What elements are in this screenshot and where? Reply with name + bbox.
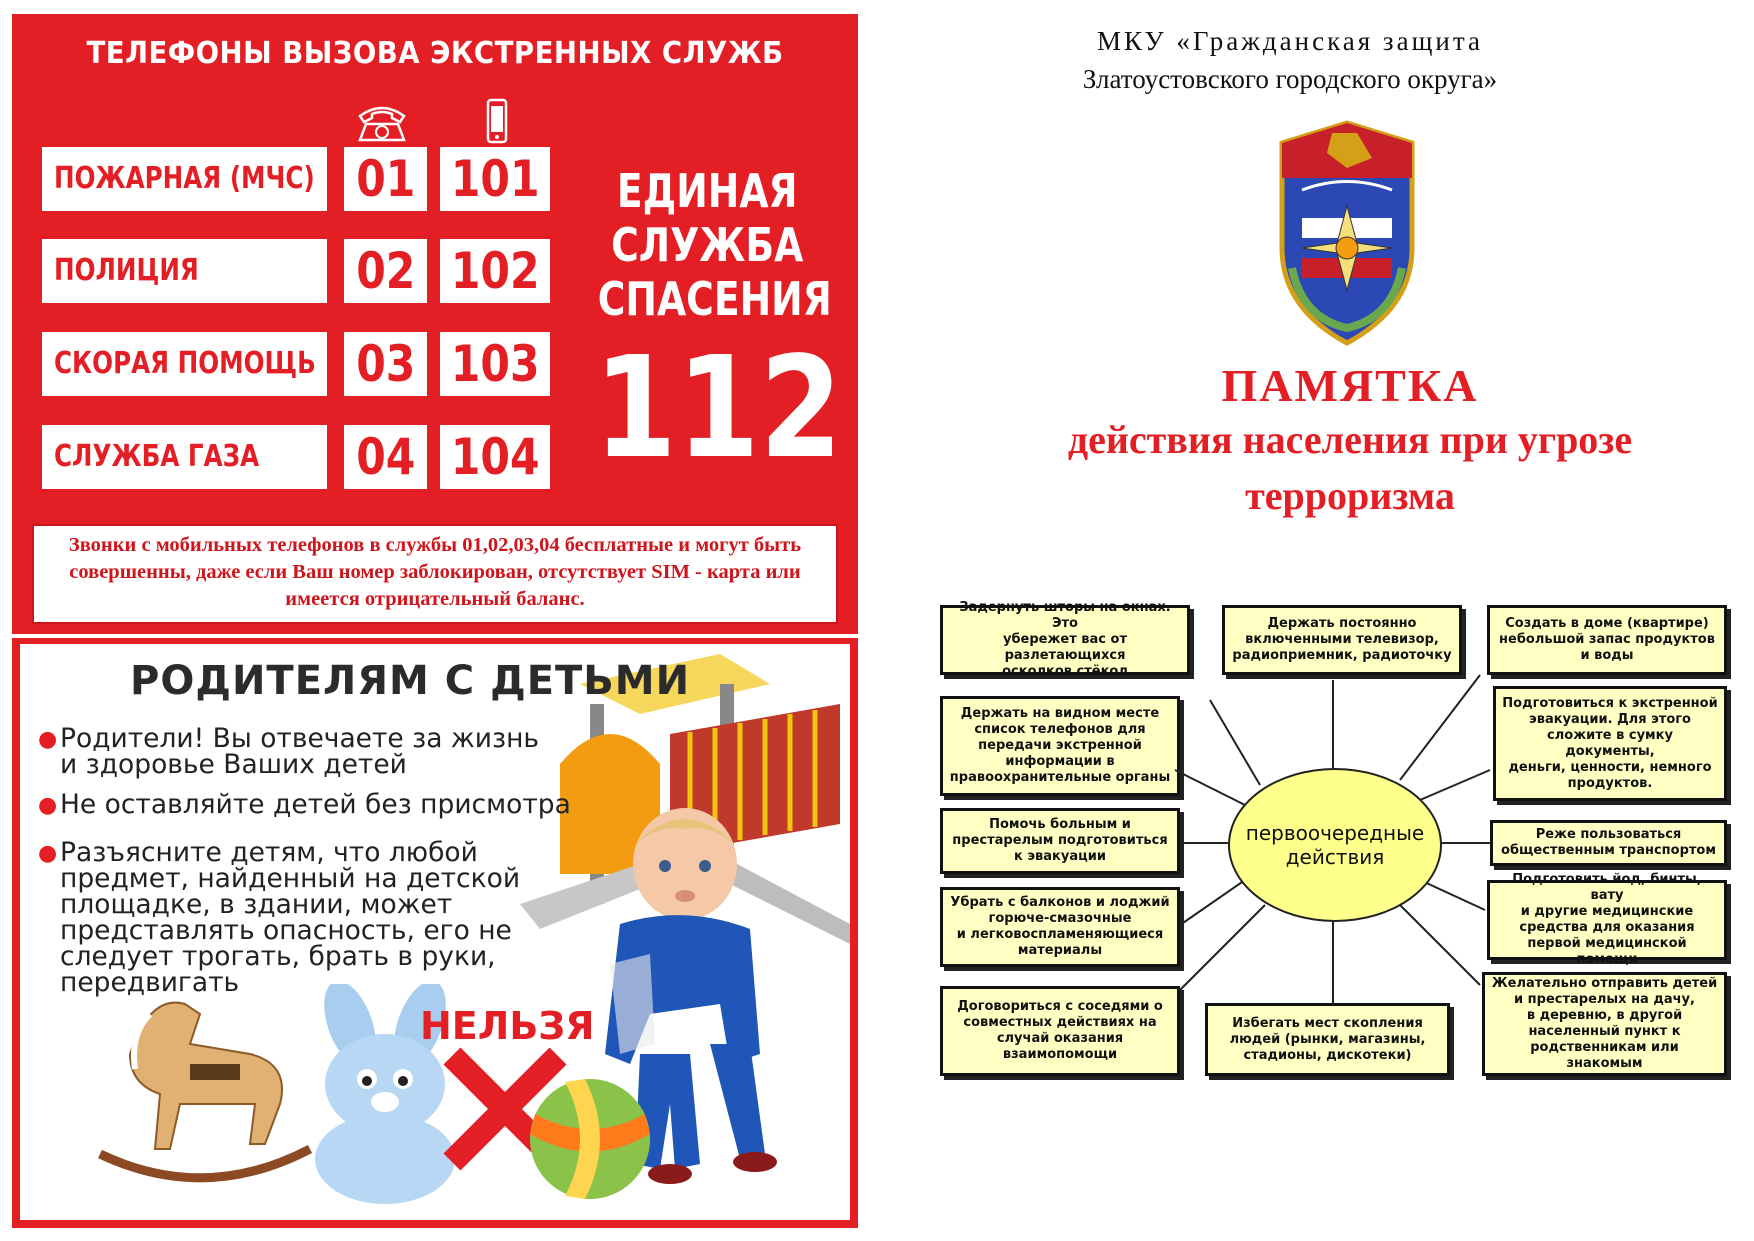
unified-number-112: 112 — [593, 327, 843, 490]
parents-title: РОДИТЕЛЯМ С ДЕТЬМИ — [130, 658, 691, 704]
ball-illustration — [525, 1074, 655, 1204]
rotary-phone-icon — [354, 102, 410, 142]
action-box-first-aid: Подготовить йод, бинты, вату и другие медицинские средства для оказания первой медицинской помощи — [1487, 880, 1727, 960]
police-short-number: 02 — [344, 239, 427, 303]
parents-panel-content — [20, 644, 850, 1220]
action-box-neighbors: Договориться с соседями о совместных действиях на случай оказания взаимопомощи — [940, 986, 1180, 1076]
memo-title-block — [990, 360, 1710, 524]
bullet-dot: ● — [38, 793, 58, 818]
service-label-ambulance: СКОРАЯ ПОМОЩЬ — [42, 332, 327, 396]
mobile-phone-icon — [486, 98, 508, 144]
service-label-police: ПОЛИЦИЯ — [42, 239, 327, 303]
organization-name — [1060, 22, 1520, 98]
ambulance-short-number: 03 — [344, 332, 427, 396]
fire-mobile-number: 101 — [440, 147, 550, 211]
diagram-center: первоочередные действия — [1228, 768, 1442, 922]
notice-text: Звонки с мобильных телефонов в службы 01,02,03,04 бесплатные и могут быть совершенны, даже если Ваш номер заблокирован, отсутствует SIM - карта или имеется отрицательный баланс. — [32, 524, 838, 624]
parents-panel — [12, 638, 858, 1228]
action-box-tv-radio: Держать постоянно включенными телевизор, радиоприемник, радиоточку — [1222, 605, 1462, 675]
forbidden-label: НЕЛЬЗЯ — [420, 1004, 595, 1048]
action-box-send-children: Желательно отправить детей и престарелых на дачу, в деревню, в другой населенный пункт к родственникам или знакомым — [1482, 972, 1727, 1076]
action-box-curtains: Задернуть шторы на окнах. Это убережет вас от разлетающихся осколков стёкол — [940, 605, 1190, 675]
org-line-1: МКУ «Гражданская защита — [1097, 26, 1483, 56]
memo-title: ПАМЯТКА — [1221, 360, 1479, 411]
gas-mobile-number: 104 — [440, 425, 550, 489]
bullet-dot: ● — [38, 727, 58, 752]
unified-rescue-service: ЕДИНАЯ СЛУЖБА СПАСЕНИЯ — [597, 164, 832, 326]
rocking-horse-illustration — [90, 974, 320, 1204]
bullet-dot: ● — [38, 841, 58, 866]
memo-subtitle — [990, 412, 1710, 524]
civil-defense-emblem — [1262, 118, 1432, 348]
action-box-public-transport: Реже пользоваться общественным транспортом — [1490, 820, 1727, 866]
action-box-flammables: Убрать с балконов и лоджий горюче-смазочные и легковоспламеняющиеся материалы — [940, 887, 1180, 967]
memo-subtitle-line-2: терроризма — [1245, 473, 1455, 518]
parents-bullet-2: ● Не оставляйте детей без присмотра — [38, 789, 571, 820]
action-box-avoid-crowds: Избегать мест скопления людей (рынки, магазины, стадионы, дискотеки) — [1205, 1003, 1450, 1076]
org-line-2: Златоустовского городского округа» — [1082, 64, 1498, 94]
emergency-phones-panel — [12, 14, 858, 516]
service-label-gas: СЛУЖБА ГАЗА — [42, 425, 327, 489]
parents-bullet-3: ● Разъясните детям, что любой предмет, найденный на детской площадке, в здании, может представлять опасность, его не следует трогать, брать в руки, передвигать — [38, 837, 521, 998]
gas-short-number: 04 — [344, 425, 427, 489]
action-box-evacuation-prep: Подготовиться к экстренной эвакуации. Для этого сложите в сумку документы, деньги, ценности, немного продуктов. — [1493, 686, 1727, 801]
police-mobile-number: 102 — [440, 239, 550, 303]
parents-bullet-1: ● Родители! Вы отвечаете за жизнь и здоровье Ваших детей — [38, 723, 540, 780]
action-box-phone-list: Держать на видном месте список телефонов для передачи экстренной информации в правоохранительные органы — [940, 696, 1180, 796]
ambulance-mobile-number: 103 — [440, 332, 550, 396]
fire-short-number: 01 — [344, 147, 427, 211]
action-box-help-elderly: Помочь больным и престарелым подготовиться к эвакуации — [940, 808, 1180, 874]
action-box-food-supply: Создать в доме (квартире) небольшой запас продуктов и воды — [1487, 605, 1727, 675]
mobile-calls-notice — [12, 516, 858, 634]
emergency-title: ТЕЛЕФОНЫ ВЫЗОВА ЭКСТРЕННЫХ СЛУЖБ — [86, 36, 784, 71]
memo-subtitle-line-1: действия населения при угрозе — [1067, 417, 1633, 462]
service-label-fire: ПОЖАРНАЯ (МЧС) — [42, 147, 327, 211]
